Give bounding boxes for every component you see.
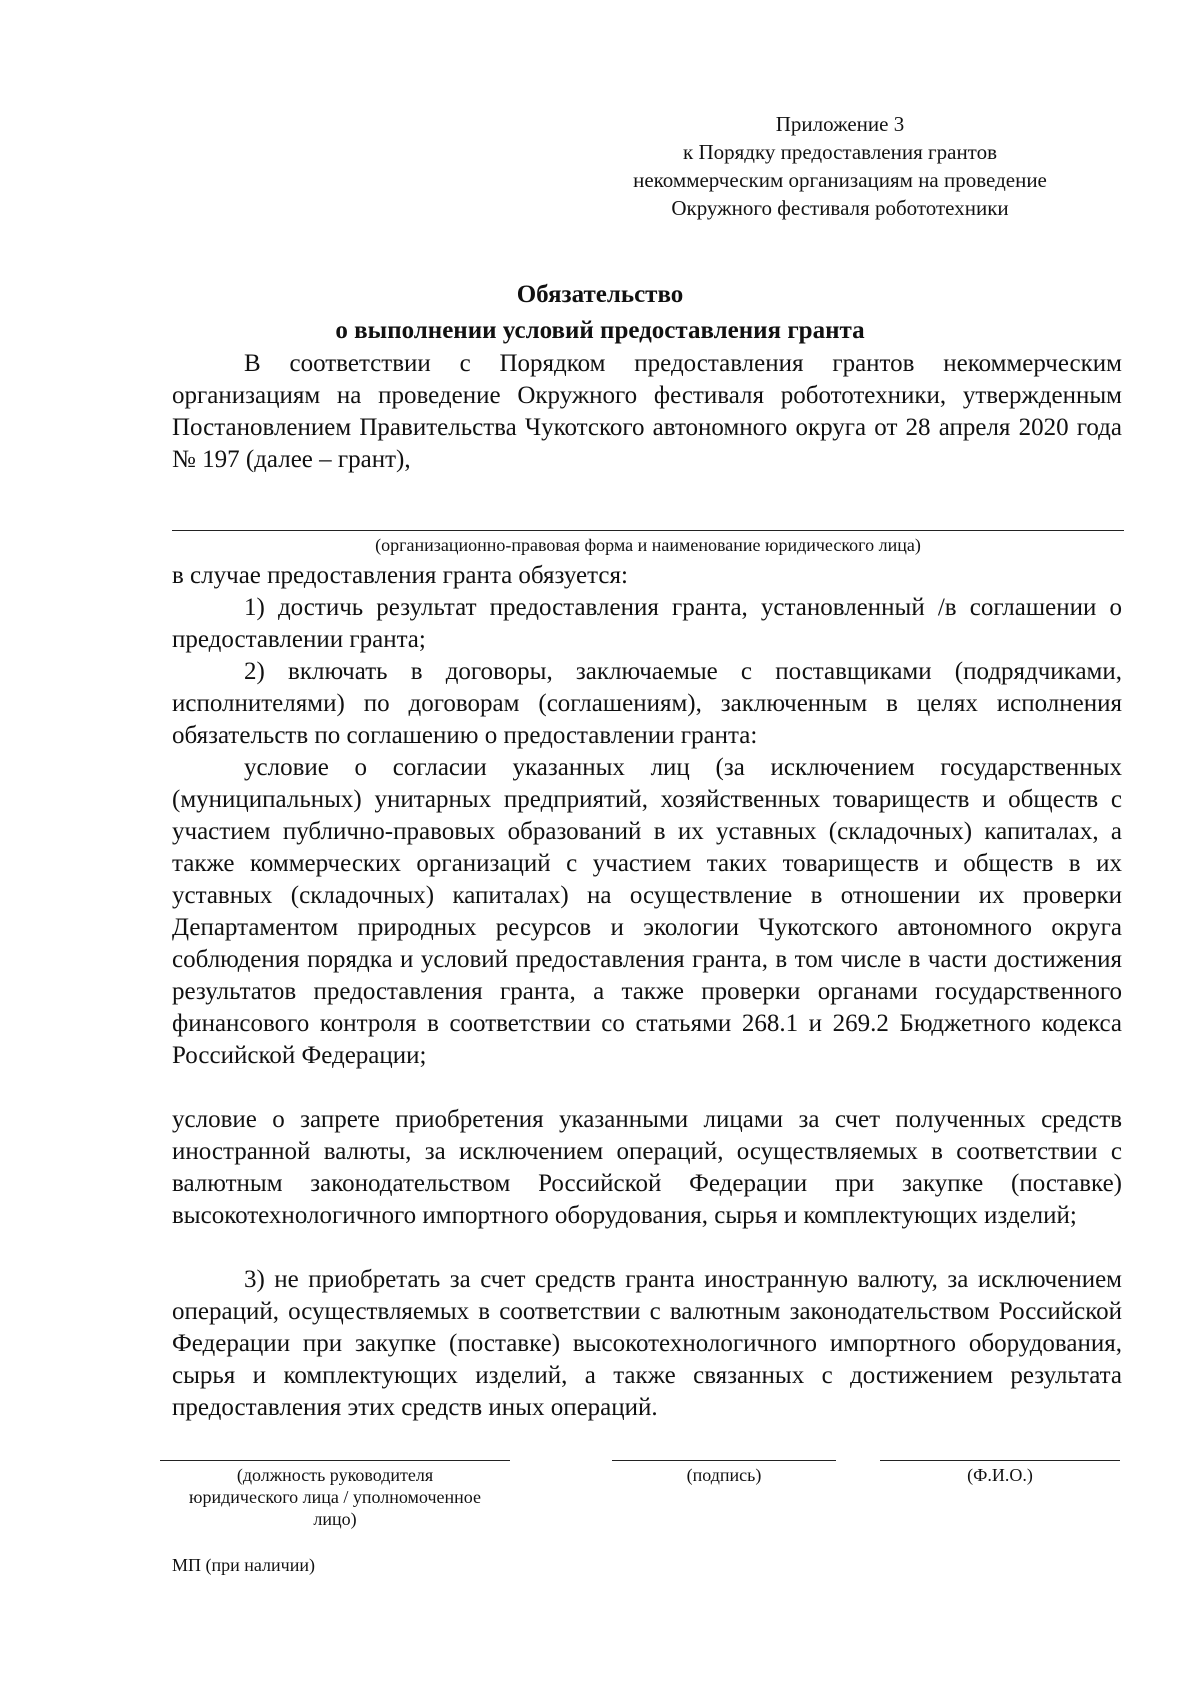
intro-paragraph: В соответствии с Порядком предоставления грантов некоммерческим организациям на проведение Окружного фестиваля робототехники, утвержденным Постановлением Правительства Чукотского автономного округа от 28 апреля 2020 года № 197 (далее – грант),	[172, 350, 1122, 473]
obligation-intro: в случае предоставления гранта обязуется:	[172, 562, 628, 589]
organization-name-line	[172, 530, 1124, 531]
full-name-line	[880, 1460, 1120, 1461]
position-caption-line-3: лицо)	[313, 1509, 357, 1529]
full-name-caption: (Ф.И.О.)	[967, 1465, 1033, 1485]
document-subtitle: о выполнении условий предоставления гранта	[335, 317, 865, 344]
item-3: 3) не приобретать за счет средств гранта иностранную валюту, за исключением операций, осуществляемых в соответствии с валютным законодательством Российской Федерации при закупке (поставке) высокотехнологичного импортного оборудования, сырья и комплектующих изделий, а также связанных с достижением результата предоставления этих средств иных операций.	[172, 1266, 1122, 1421]
appendix-header	[560, 110, 1120, 222]
signature-caption: (подпись)	[686, 1465, 762, 1485]
signature-line	[612, 1460, 836, 1461]
organization-caption: (организационно-правовая форма и наименование юридического лица)	[375, 535, 921, 555]
item-2-condition-2: условие о запрете приобретения указанными лицами за счет полученных средств иностранной валюты, за исключением операций, осуществляемых в соответствии с валютным законодательством Российской Федерации при закупке (поставке) высокотехнологичного импортного оборудования, сырья и комплектующих изделий;	[172, 1106, 1122, 1229]
position-caption-line-2: юридического лица / уполномоченное	[189, 1487, 481, 1507]
appendix-line-1: Приложение 3	[775, 112, 905, 136]
document-title: Обязательство	[516, 281, 684, 308]
stamp-note: МП (при наличии)	[172, 1555, 315, 1575]
appendix-line-4: Окружного фестиваля робототехники	[671, 196, 1009, 220]
item-2: 2) включать в договоры, заключаемые с поставщиками (подрядчиками, исполнителями) по договорам (соглашениям), заключенным в целях исполнения обязательств по соглашению о предоставлении гранта:	[172, 658, 1122, 749]
appendix-line-3: некоммерческим организациям на проведение	[633, 168, 1047, 192]
position-signature-line	[160, 1460, 510, 1461]
position-caption-line-1: (должность руководителя	[236, 1465, 434, 1485]
item-2-condition-1: условие о согласии указанных лиц (за исключением государственных (муниципальных) унитарных предприятий, хозяйственных товариществ и обществ с участием публично-правовых образований в их уставных (складочных) капиталах, а также коммерческих организаций с участием таких товариществ и обществ в их уставных (складочных) капиталах) на осуществление в отношении их проверки Департаментом природных ресурсов и экологии Чукотского автономного округа соблюдения порядка и условий предоставления гранта, в том числе в части достижения результатов предоставления гранта, а также проверки органами государственного финансового контроля в соответствии со статьями 268.1 и 269.2 Бюджетного кодекса Российской Федерации;	[172, 754, 1122, 1069]
appendix-line-2: к Порядку предоставления грантов	[683, 140, 997, 164]
position-caption	[160, 1464, 510, 1530]
item-1: 1) достичь результат предоставления гранта, установленный /в соглашении о предоставлении гранта;	[172, 594, 1122, 653]
